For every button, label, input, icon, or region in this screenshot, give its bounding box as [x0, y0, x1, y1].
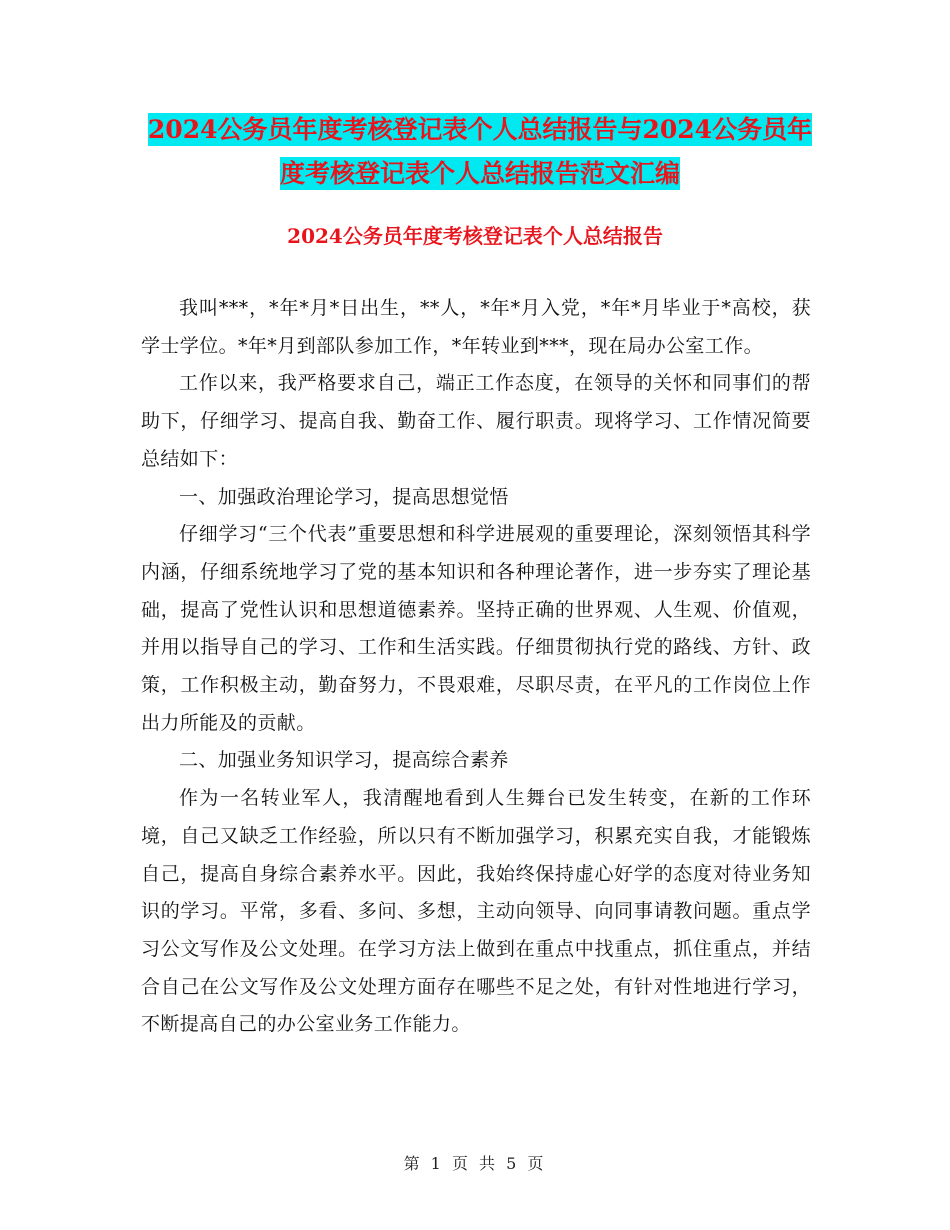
section-title: 2024公务员年度考核登记表个人总结报告: [287, 224, 663, 248]
document-title: [140, 108, 820, 196]
paragraph-political-study: 仔细学习“三个代表”重要思想和科学进展观的重要理论，深刻领悟其科学内涵，仔细系统地学习了党的基本知识和各种理论著作，进一步夯实了理论基础，提高了党性认识和思想道德素养。坚持正确的世界观、人生观、价值观，并用以指导自己的学习、工作和生活实践。仔细贯彻执行党的路线、方针、政策，工作积极主动，勤奋努力，不畏艰难，尽职尽责，在平凡的工作岗位上作出力所能及的贡献。: [141, 523, 811, 734]
document-body: [141, 290, 811, 1044]
heading-business-study: 二、加强业务知识学习，提高综合素养: [179, 749, 509, 772]
page-footer: 第 1 页 共 5 页: [403, 1154, 547, 1173]
heading-political-study: 一、加强政治理论学习，提高思想觉悟: [179, 485, 509, 508]
paragraph-intro: 我叫***，*年*月*日出生，**人，*年*月入党，*年*月毕业于*高校，获学士学位。*年*月到部队参加工作，*年转业到***，现在局办公室工作。: [141, 297, 811, 357]
paragraph-business-study: 作为一名转业军人，我清醒地看到人生舞台已发生转变，在新的工作环境，自己又缺乏工作经验，所以只有不断加强学习，积累充实自我，才能锻炼自己，提高自身综合素养水平。因此，我始终保持虚心好学的态度对待业务知识的学习。平常，多看、多问、多想，主动向领导、向同事请教问题。重点学习公文写作及公文处理。在学习方法上做到在重点中找重点，抓住重点，并结合自己在公文写作及公文处理方面存在哪些不足之处，有针对性地进行学习，不断提高自己的办公室业务工作能力。: [141, 787, 811, 1036]
title-highlight: 2024公务员年度考核登记表个人总结报告与2024公务员年度考核登记表个人总结报告范文汇编: [147, 115, 813, 188]
paragraph-overview: 工作以来，我严格要求自己，端正工作态度，在领导的关怀和同事们的帮助下，仔细学习、提高自我、勤奋工作、履行职责。现将学习、工作情况简要总结如下：: [141, 372, 811, 470]
